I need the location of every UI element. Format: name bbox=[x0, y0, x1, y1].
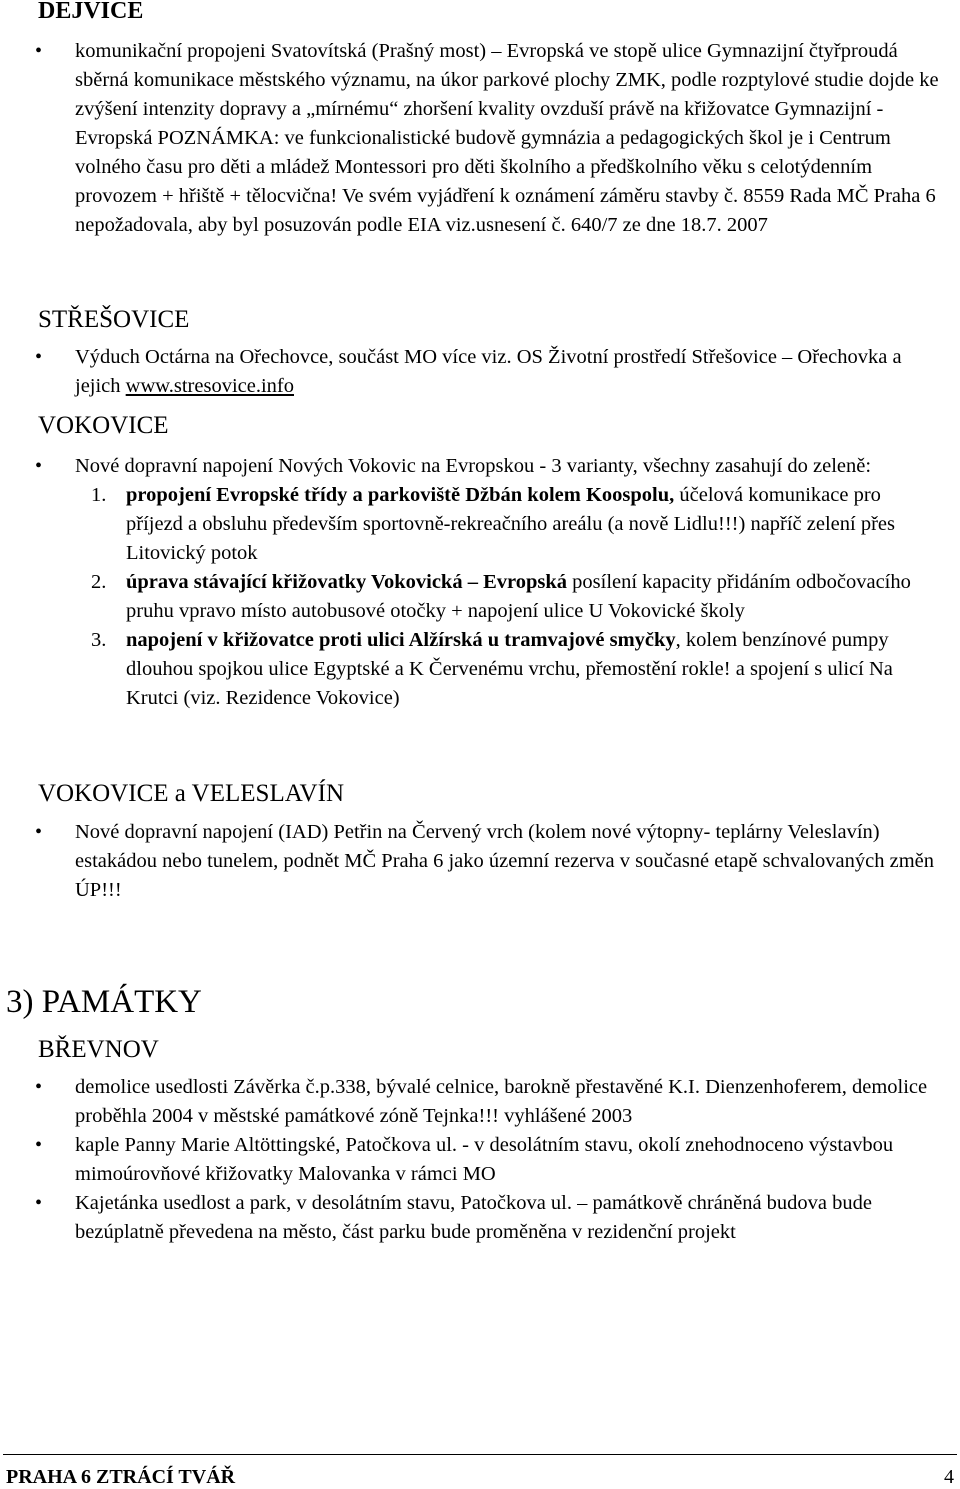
variant-number: 1. bbox=[91, 484, 107, 506]
variant-item bbox=[75, 626, 940, 713]
stresovice-text: Výduch Octárna na Ořechovce, součást MO více viz. OS Životní prostředí Střešovice – Ořechovka a jejich bbox=[75, 346, 902, 397]
variant-number: 3. bbox=[91, 629, 107, 651]
variant-item bbox=[75, 481, 940, 568]
heading-pamatky: 3) PAMÁTKY bbox=[6, 984, 202, 1020]
stresovice-link[interactable]: www.stresovice.info bbox=[125, 375, 294, 397]
brevnov-text: kaple Panny Marie Altöttingské, Patočkova ul. - v desolátním stavu, okolí znehodnoceno výstavbou mimoúrovňové křižovatky Malovanka v rámci MO bbox=[75, 1134, 894, 1185]
variant-item bbox=[75, 568, 940, 626]
bullet-icon: • bbox=[35, 346, 43, 368]
bullet-icon: • bbox=[35, 40, 43, 62]
list-item bbox=[0, 1189, 960, 1247]
list-vokovice-veleslavin bbox=[0, 818, 960, 905]
heading-vokovice: VOKOVICE bbox=[38, 412, 169, 439]
list-brevnov bbox=[0, 1073, 960, 1247]
variant-title: propojení Evropské třídy a parkoviště Džbán kolem Koospolu, bbox=[126, 484, 675, 506]
list-item bbox=[0, 1073, 960, 1131]
variant-text: účelová komunikace pro příjezd a obsluhu především sportovně-rekreačního areálu (a nově Lidlu!!!) napříč zelení přes Litovický potok bbox=[126, 484, 896, 564]
heading-dejvice: DEJVICE bbox=[38, 0, 144, 24]
variant-text: , kolem benzínové pumpy dlouhou spojkou ulice Egyptské a K Červenému vrchu, přemostění rokle! a spojení s ulicí Na Krutci (viz. Rezidence Vokovice) bbox=[126, 629, 893, 709]
variant-title: úprava stávající křižovatky Vokovická – Evropská bbox=[126, 571, 568, 593]
list-item bbox=[0, 343, 960, 401]
veleslavin-text: Nové dopravní napojení (IAD) Petřin na Červený vrch (kolem nové výtopny- teplárny Veleslavín) estakádou nebo tunelem, podnět MČ Praha 6 jako územní rezerva v současné etapě schvalovaných změn ÚP!!! bbox=[75, 821, 934, 901]
heading-brevnov: BŘEVNOV bbox=[38, 1036, 159, 1063]
footer-divider bbox=[3, 1454, 957, 1455]
bullet-icon: • bbox=[35, 1134, 43, 1156]
bullet-icon: • bbox=[35, 455, 43, 477]
list-item bbox=[0, 1131, 960, 1189]
bullet-icon: • bbox=[35, 1076, 43, 1098]
variant-text: posílení kapacity přidáním odbočovacího pruhu vpravo místo autobusové otočky + napojení ulice U Vokovické školy bbox=[126, 571, 911, 622]
list-item bbox=[0, 37, 960, 240]
footer-title: PRAHA 6 ZTRÁCÍ TVÁŘ bbox=[6, 1466, 236, 1488]
list-stresovice bbox=[0, 343, 960, 401]
list-item bbox=[0, 452, 960, 713]
heading-vokovice-veleslavin: VOKOVICE a VELESLAVÍN bbox=[38, 780, 344, 807]
list-item bbox=[0, 818, 960, 905]
brevnov-text: demolice usedlosti Závěrka č.p.338, bývalé celnice, barokně přestavěné K.I. Dienzenhoferem, demolice proběhla 2004 v městské památkové zóně Tejnka!!! vyhlášené 2003 bbox=[75, 1076, 928, 1127]
list-dejvice bbox=[0, 37, 960, 240]
brevnov-text: Kajetánka usedlost a park, v desolátním stavu, Patočkova ul. – památkově chráněná budova bude bezúplatně převedena na město, část parku bude proměněna v rezidenční projekt bbox=[75, 1192, 872, 1243]
list-vokovice bbox=[0, 452, 960, 713]
bullet-icon: • bbox=[35, 821, 43, 843]
heading-stresovice: STŘEŠOVICE bbox=[38, 306, 190, 333]
bullet-icon: • bbox=[35, 1192, 43, 1214]
vokovice-text: Nové dopravní napojení Nových Vokovic na Evropskou - 3 varianty, všechny zasahují do zeleně: bbox=[75, 455, 872, 477]
page-number: 4 bbox=[944, 1466, 954, 1488]
dejvice-text: komunikační propojeni Svatovítská (Prašný most) – Evropská ve stopě ulice Gymnazijní čtyřproudá sběrná komunikace městského významu, na úkor parkové plochy ZMK, podle rozptylové studie dojde ke zvýšení intenzity dopravy a „mírnému“ zhoršení kvality ovzduší právě na křižovatce Gymnazijní - Evropská POZNÁMKA: ve funkcionalistické budově gymnázia a pedagogických škol je i Centrum volného času pro děti a mládež Montessori pro děti školního a předškolního věku s celotýdenním provozem + hřiště + tělocvična! Ve svém vyjádření k oznámení záměru stavby č. 8559 Rada MČ Praha 6 nepožadovala, aby byl posuzován podle EIA viz.usnesení č. 640/7 ze dne 18.7. 2007 bbox=[75, 40, 939, 236]
vokovice-variants bbox=[75, 481, 940, 713]
variant-title: napojení v křižovatce proti ulici Alžírská u tramvajové smyčky bbox=[126, 629, 676, 651]
variant-number: 2. bbox=[91, 571, 107, 593]
